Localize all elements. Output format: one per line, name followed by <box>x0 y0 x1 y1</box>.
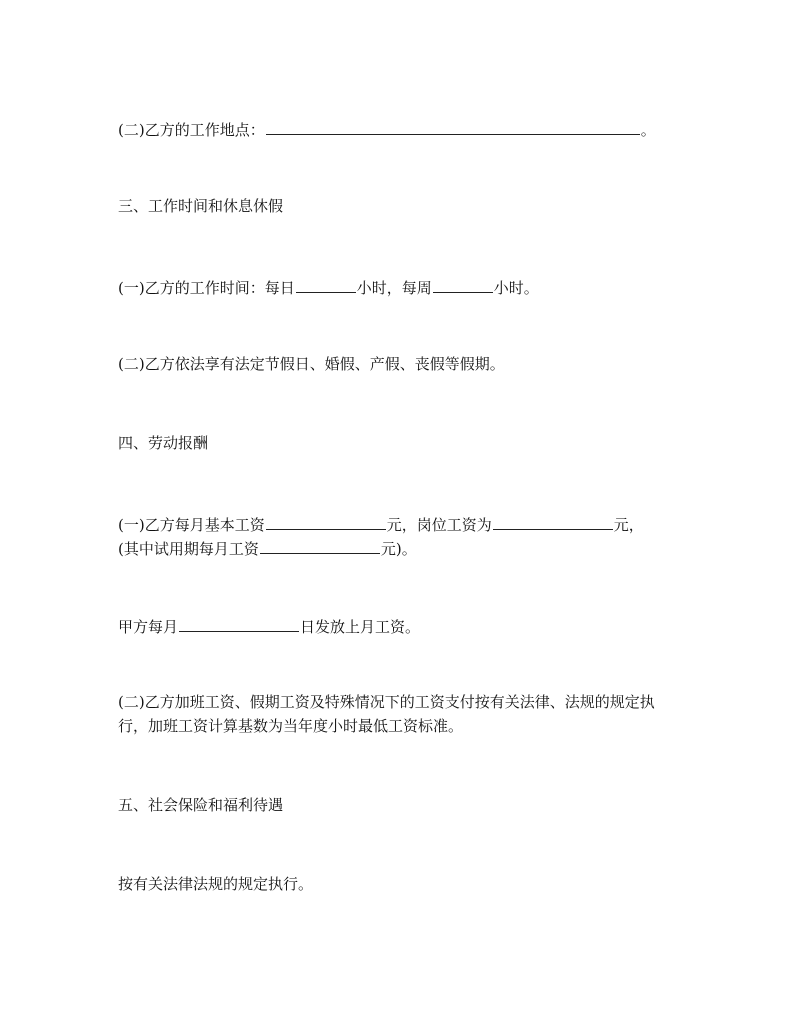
payday-end: 日发放上月工资。 <box>300 618 421 636</box>
section-heading-worktime: 三、工作时间和休息休假 <box>118 197 284 215</box>
section-heading-salary: 四、劳动报酬 <box>118 434 209 452</box>
worktime-clause <box>118 278 539 296</box>
post-salary-blank[interactable] <box>493 515 613 530</box>
salary-line1-end: 元， <box>613 516 644 534</box>
post-salary-label: 元，岗位工资为 <box>386 516 492 534</box>
weekly-hours-blank[interactable] <box>433 278 493 293</box>
probation-salary-blank[interactable] <box>260 539 380 554</box>
payday-blank[interactable] <box>179 617 299 632</box>
workplace-end: 。 <box>640 121 656 139</box>
workplace-label: (二)乙方的工作地点： <box>118 121 265 139</box>
workplace-blank[interactable] <box>266 120 640 135</box>
base-salary-blank[interactable] <box>266 515 386 530</box>
holidays-clause: (二)乙方依法享有法定节假日、婚假、产假、丧假等假期。 <box>118 355 505 373</box>
salary-line2-end: 元)。 <box>380 540 417 558</box>
overtime-clause-line2: 行，加班工资计算基数为当年度小时最低工资标准。 <box>118 717 464 735</box>
salary-clause-line2 <box>118 539 417 557</box>
overtime-clause-line1: (二)乙方加班工资、假期工资及特殊情况下的工资支付按有关法律、法规的规定执 <box>118 693 655 711</box>
probation-salary-label: (其中试用期每月工资 <box>118 540 259 558</box>
daily-hours-blank[interactable] <box>296 278 356 293</box>
payday-clause <box>118 617 420 635</box>
workplace-clause <box>118 120 656 138</box>
section-heading-insurance: 五、社会保险和福利待遇 <box>118 796 284 814</box>
worktime-end: 小时。 <box>493 279 539 297</box>
base-salary-label: (一)乙方每月基本工资 <box>118 516 265 534</box>
worktime-label: (一)乙方的工作时间：每日 <box>118 279 295 297</box>
insurance-clause: 按有关法律法规的规定执行。 <box>118 875 314 893</box>
payday-label: 甲方每月 <box>118 618 179 636</box>
worktime-mid: 小时，每周 <box>356 279 432 297</box>
salary-clause-line1 <box>118 515 644 533</box>
